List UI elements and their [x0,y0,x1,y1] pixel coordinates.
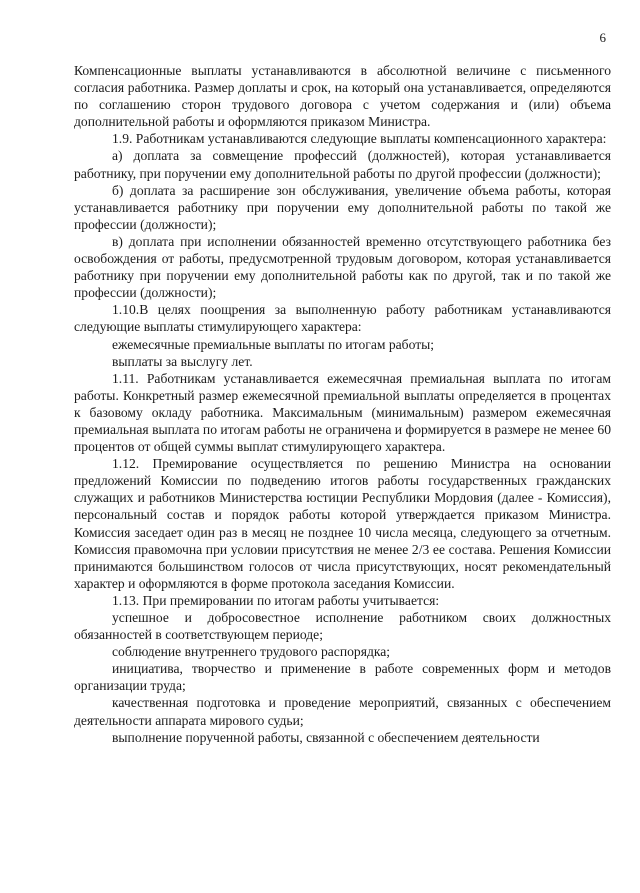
document-body [74,62,611,746]
paragraph-1-13: 1.13. При премировании по итогам работы учитывается: [112,592,440,608]
paragraph-compensation-terms: Компенсационные выплаты устанавливаются в абсолютной величине с письменного согласия работника. Размер доплаты и срок, на который она устанавливается, определяются по соглашению сторон трудового договора с учетом содержания и (или) объема дополнительной работы и оформляются приказом Министра. [74,63,611,130]
paragraph-1-9-a: а) доплата за совмещение профессий (должностей), которая устанавливается работнику, при поручении ему дополнительной работы по другой профессии (должности); [74,148,611,181]
paragraph-1-9-b: б) доплата за расширение зон обслуживания, увеличение объема работы, которая устанавливается работнику при поручении ему дополнительной работы по такой же профессии (должности); [74,182,611,232]
list-item-duties: успешное и добросовестное исполнение работником своих должностных обязанностей в соответствующем периоде; [74,610,611,643]
paragraph-1-9: 1.9. Работникам устанавливаются следующие выплаты компенсационного характера: [112,131,607,147]
paragraph-1-10: 1.10.В целях поощрения за выполненную работу работникам устанавливаются следующие выплаты стимулирующего характера: [74,302,611,335]
list-item-discipline: соблюдение внутреннего трудового распорядка; [112,644,391,660]
list-item-events: качественная подготовка и проведение мероприятий, связанных с обеспечением деятельности аппарата мирового судьи; [74,695,611,728]
paragraph-1-9-c: в) доплата при исполнении обязанностей временно отсутствующего работника без освобождения от работы, предусмотренной трудовым договором, которая устанавливается работнику при поручении ему дополнительной работы как по другой, так и по такой же профессии (должности); [74,233,611,301]
list-item-assigned-work: выполнение порученной работы, связанной с обеспечением деятельности [112,729,540,745]
page-number: 6 [599,30,606,45]
list-item-initiative: инициатива, творчество и применение в работе современных форм и методов организации труда; [74,661,611,694]
list-item-monthly-bonus: ежемесячные премиальные выплаты по итогам работы; [112,336,435,352]
paragraph-1-12: 1.12. Премирование осуществляется по решению Министра на основании предложений Комиссии по подведению итогов работы государственных гражданских служащих и работников Министерства юстиции Республики Мордовия (далее - Комиссия), персональный состав и порядок работы которой утверждается приказом Министра. Комиссия заседает один раз в месяц не позднее 10 числа месяца, следующего за отчетным. Комиссия правомочна при условии присутствия не менее 2/3 ее состава. Решения Комиссии принимаются большинством голосов от числа присутствующих, носят рекомендательный характер и оформляются в форме протокола заседания Комиссии. [74,456,611,591]
list-item-seniority: выплаты за выслугу лет. [112,353,253,369]
paragraph-1-11: 1.11. Работникам устанавливается ежемесячная премиальная выплата по итогам работы. Конкретный размер ежемесячной премиальной выплаты определяется в процентах к базовому окладу работника. Максимальным (минимальным) размером ежемесячная премиальная выплата по итогам работы не ограничена и формируется в размере не менее 60 процентов от общей суммы выплат стимулирующего характера. [74,370,611,455]
